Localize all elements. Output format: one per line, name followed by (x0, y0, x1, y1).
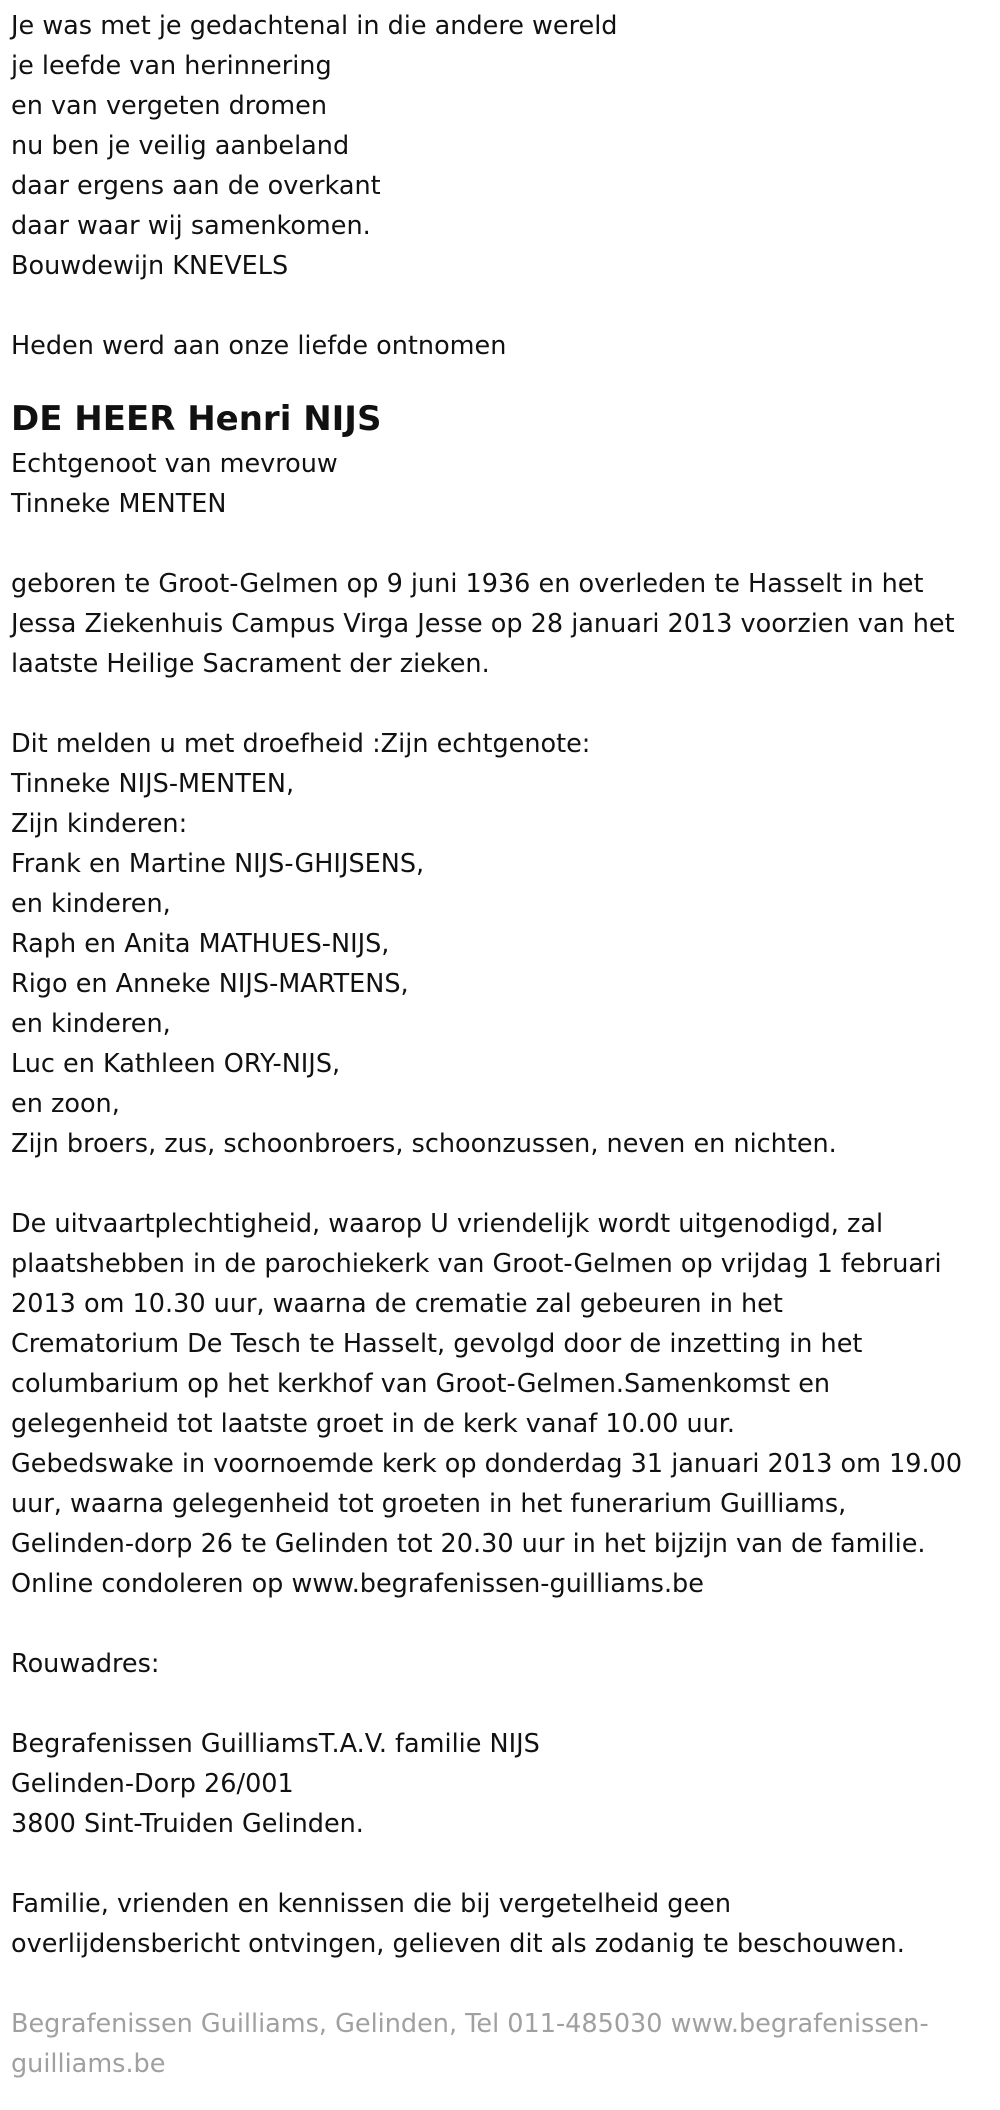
ceremony-line: uur, waarna gelegenheid tot groeten in het funerarium Guilliams, (11, 1489, 847, 1519)
ceremony-line: columbarium op het kerkhof van Groot-Gelmen.Samenkomst en (11, 1369, 831, 1399)
spouse-line: Tinneke MENTEN (11, 489, 227, 519)
ceremony-line: Gelinden-dorp 26 te Gelinden tot 20.30 uur in het bijzijn van de familie. (11, 1529, 926, 1559)
ceremony-line: gelegenheid tot laatste groet in de kerk vanaf 10.00 uur. (11, 1409, 736, 1439)
condolence-link-line: Online condoleren op www.begrafenissen-guilliams.be (11, 1569, 704, 1599)
poem-line: en van vergeten dromen (11, 91, 327, 121)
address-line: Gelinden-Dorp 26/001 (11, 1769, 294, 1799)
rouwadres-label: Rouwadres: (11, 1649, 160, 1679)
spacer (11, 1604, 1000, 1644)
closing-line: Familie, vrienden en kennissen die bij vergetelheid geen (11, 1889, 731, 1919)
family-line: Raph en Anita MATHUES-NIJS, (11, 929, 390, 959)
spacer (11, 1964, 1000, 2004)
ceremony-line: plaatshebben in de parochiekerk van Groot-Gelmen op vrijdag 1 februari (11, 1249, 942, 1279)
poem-line: daar waar wij samenkomen. (11, 211, 371, 241)
spacer (11, 366, 1000, 394)
family-line: en kinderen, (11, 1009, 171, 1039)
poem (11, 6, 1000, 286)
spacer (11, 286, 1000, 326)
birth-block (11, 564, 1000, 684)
spacer (11, 1164, 1000, 1204)
family-block (11, 724, 1000, 1164)
birth-line: Jessa Ziekenhuis Campus Virga Jesse op 28 januari 2013 voorzien van het (11, 609, 955, 639)
spouse-line: Echtgenoot van mevrouw (11, 449, 338, 479)
birth-line: geboren te Groot-Gelmen op 9 juni 1936 en overleden te Hasselt in het (11, 569, 924, 599)
footer-line: guilliams.be (11, 2049, 166, 2079)
spouse-block (11, 444, 1000, 524)
family-line: Tinneke NIJS-MENTEN, (11, 769, 295, 799)
footer (11, 2004, 1000, 2084)
spacer (11, 524, 1000, 564)
spacer (11, 1684, 1000, 1724)
ceremony-line: De uitvaartplechtigheid, waarop U vriendelijk wordt uitgenodigd, zal (11, 1209, 884, 1239)
ceremony-line: 2013 om 10.30 uur, waarna de crematie zal gebeuren in het (11, 1289, 783, 1319)
poem-line: Je was met je gedachtenal in die andere wereld (11, 11, 618, 41)
family-line: en kinderen, (11, 889, 171, 919)
family-line: Rigo en Anneke NIJS-MARTENS, (11, 969, 409, 999)
poem-line: daar ergens aan de overkant (11, 171, 381, 201)
closing-block (11, 1884, 1000, 1964)
footer-line: Begrafenissen Guilliams, Gelinden, Tel 011-485030 www.begrafenissen- (11, 2009, 929, 2039)
closing-line: overlijdensbericht ontvingen, gelieven dit als zodanig te beschouwen. (11, 1929, 905, 1959)
ceremony-line: Crematorium De Tesch te Hasselt, gevolgd door de inzetting in het (11, 1329, 863, 1359)
family-line: Zijn broers, zus, schoonbroers, schoonzussen, neven en nichten. (11, 1129, 837, 1159)
address-line: 3800 Sint-Truiden Gelinden. (11, 1809, 364, 1839)
family-line: Luc en Kathleen ORY-NIJS, (11, 1049, 341, 1079)
birth-line: laatste Heilige Sacrament der zieken. (11, 649, 490, 679)
family-line: Frank en Martine NIJS-GHIJSENS, (11, 849, 425, 879)
poem-line: nu ben je veilig aanbeland (11, 131, 350, 161)
address-block (11, 1724, 1000, 1844)
ceremony-block (11, 1204, 1000, 1604)
poem-author: Bouwdewijn KNEVELS (11, 251, 289, 281)
family-line: Zijn kinderen: (11, 809, 188, 839)
intro-text: Heden werd aan onze liefde ontnomen (11, 331, 507, 361)
family-line: Dit melden u met droefheid :Zijn echtgenote: (11, 729, 591, 759)
family-line: en zoon, (11, 1089, 120, 1119)
spacer (11, 1844, 1000, 1884)
spacer (11, 684, 1000, 724)
poem-line: je leefde van herinnering (11, 51, 332, 81)
address-line: Begrafenissen GuilliamsT.A.V. familie NIJS (11, 1729, 540, 1759)
deceased-name: DE HEER Henri NIJS (11, 399, 382, 439)
ceremony-line: Gebedswake in voornoemde kerk op donderdag 31 januari 2013 om 19.00 (11, 1449, 963, 1479)
